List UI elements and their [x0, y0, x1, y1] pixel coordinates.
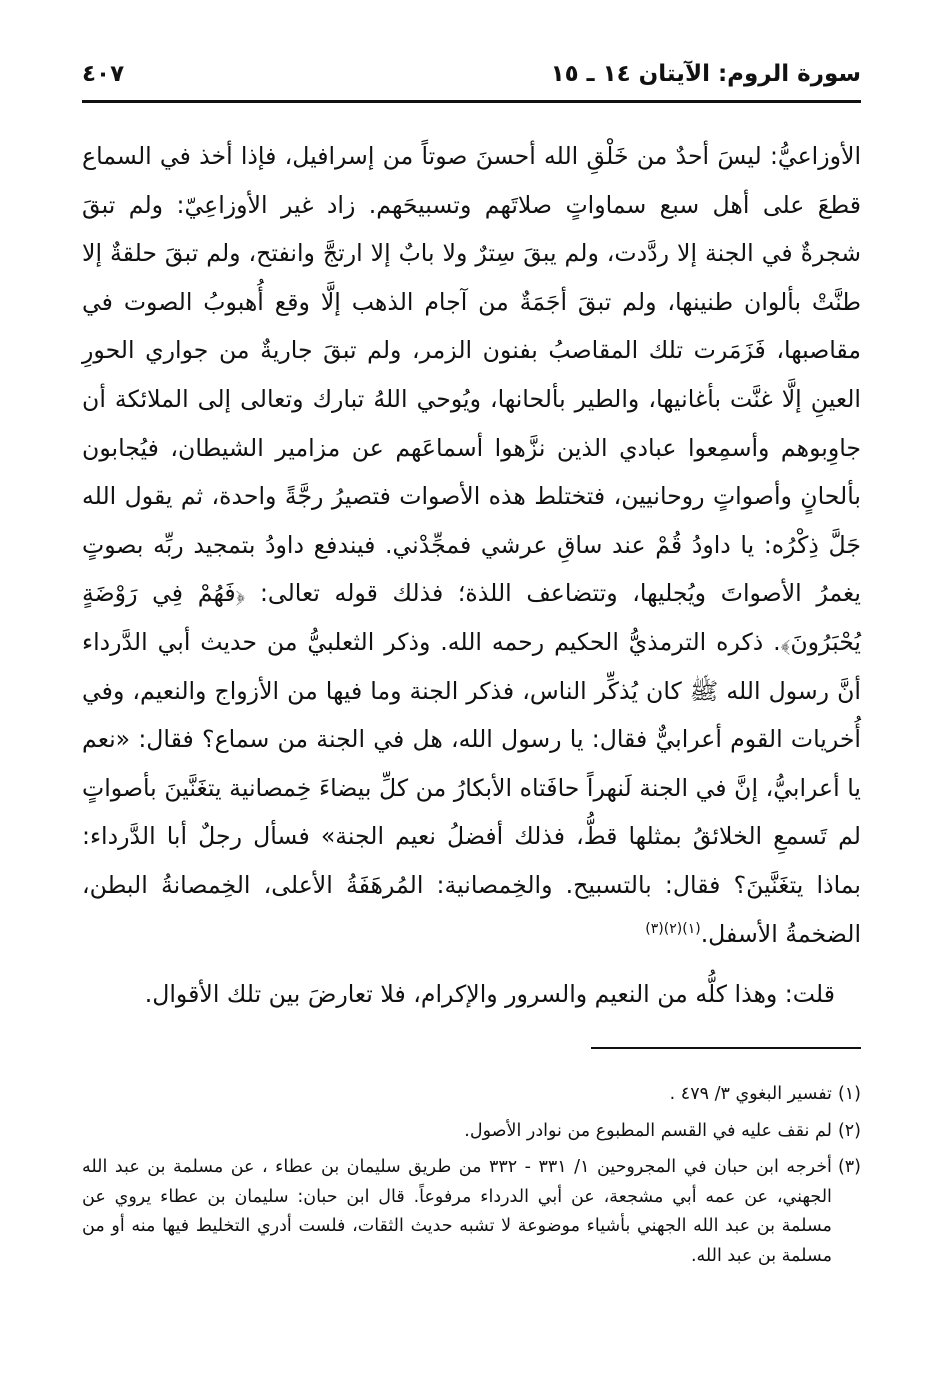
running-head — [82, 52, 861, 96]
footnotes — [82, 1080, 861, 1278]
footnote-ref: (٢) — [663, 920, 683, 937]
page-number: ٤٠٧ — [82, 61, 125, 87]
surah-title: سورة الروم: الآيتان ١٤ ـ ١٥ — [550, 61, 861, 87]
footnote-text: أخرجه ابن حبان في المجروحين ١/ ٣٣١ - ٣٣٢ من طريق سليمان بن عطاء ، عن مسلمة بن عبد الله الجهني، عن عمه أبي مشجعة، عن أبي الدرداء مرفوعاً. قال ابن حبان: سليمان بن عطاء يروي عن مسلمة بن عبد الله الجهني بأشياء موضوعة لا تشبه حديث الثقات، فلست أدري التخليط فيها منه أو من مسلمة بن عبد الله. — [82, 1157, 832, 1266]
footnote-number: (١) — [837, 1084, 861, 1104]
footnote-number: (٣) — [837, 1157, 861, 1177]
header-divider — [82, 100, 861, 103]
footnote-text: تفسير البغوي ٣/ ٤٧٩ . — [669, 1084, 832, 1104]
footnote — [82, 1080, 861, 1110]
footnote-ref: (١) — [682, 920, 701, 937]
footnote-text: لم نقف عليه في القسم المطبوع من نوادر الأصول. — [464, 1120, 832, 1141]
footnote-ref: (٣) — [645, 920, 664, 937]
paragraph-text: قلت: وهذا كلُّه من النعيم والسرور والإكرام، فلا تعارضَ بين تلك الأقوال. — [144, 980, 835, 1009]
body-paragraph — [82, 132, 861, 958]
footnote-divider — [591, 1047, 861, 1049]
main-text — [82, 132, 861, 1019]
footnote-number: (٢) — [837, 1120, 861, 1141]
footnote — [82, 1117, 861, 1147]
paragraph-text: الأوزاعيُّ: ليسَ أحدٌ من خَلْقِ الله أحسنَ صوتاً من إسرافيل، فإذا أخذ في السماع قطعَ على أهل سبع سماواتٍ صلاتَهم وتسبيحَهم. زاد غير الأوزاعِيّ: ولم تبقَ شجرةٌ في الجنة إلا ردَّدت، ولم يبقَ سِترٌ ولا بابٌ إلا ارتجَّ وانفتح، ولم تبقَ حلقةٌ إلا طنَّتْ بألوان طنينها، ولم تبقَ أجَمَةٌ من آجام الذهب إلَّا وقع أُهبوبُ الصوت في مقاصبها، فَزَمَرت تلك المقاصبُ بفنون الزمر، ولم تبقَ جاريةٌ من جواري الحورِ العينِ إلَّا غنَّت بأغانيها، والطير بألحانها، ويُوحي اللهُ تبارك وتعالى إلى الملائكة أن جاوِبوهم وأسمِعوا عبادي الذين نزَّهوا أسماعَهم عن مزامير الشيطان، فيُجابون بألحانٍ وأصواتٍ روحانيين، فتختلط هذه الأصوات فتصيرُ رجَّةً واحدة، ثم يقول الله جَلَّ ذِكْرُه: يا داودُ قُمْ عند ساقِ عرشي فمجِّدْني. فيندفع داودُ بتمجيد ربِّه بصوتٍ يغمرُ الأصواتَ ويُجليها، وتتضاعف اللذة؛ فذلك قوله تعالى: ﴿فَهُمْ فِي رَوْضَةٍ يُحْبَرُونَ﴾. ذكره الترمذيُّ الحكيم رحمه الله. وذكر الثعلبيُّ من حديث أبي الدَّرداء أنَّ رسول الله ﷺ كان يُذكِّر الناس، فذكر الجنة وما فيها من الأزواج والنعيم، وفي أُخريات القوم أعرابيٌّ فقال: يا رسول الله، هل في الجنة من سماع؟ فقال: «نعم يا أعرابيُّ، إنَّ في الجنة لَنهراً حافَتاه الأبكارُ من كلِّ بيضاءَ خِمصانية يتغَنَّينَ بأصواتٍ لم تَسمعِ الخلائقُ بمثلها قطُّ، فذلك أفضلُ نعيم الجنة» فسأل رجلٌ أبا الدَّرداء: بماذا يتغَنَّينَ؟ فقال: بالتسبيح. والخِمصانية: المُرهَفَةُ الأعلى، الخِمصانةُ البطن، الضخمةُ الأسفل. — [82, 142, 861, 948]
body-paragraph — [82, 970, 861, 1019]
footnote — [82, 1153, 861, 1271]
